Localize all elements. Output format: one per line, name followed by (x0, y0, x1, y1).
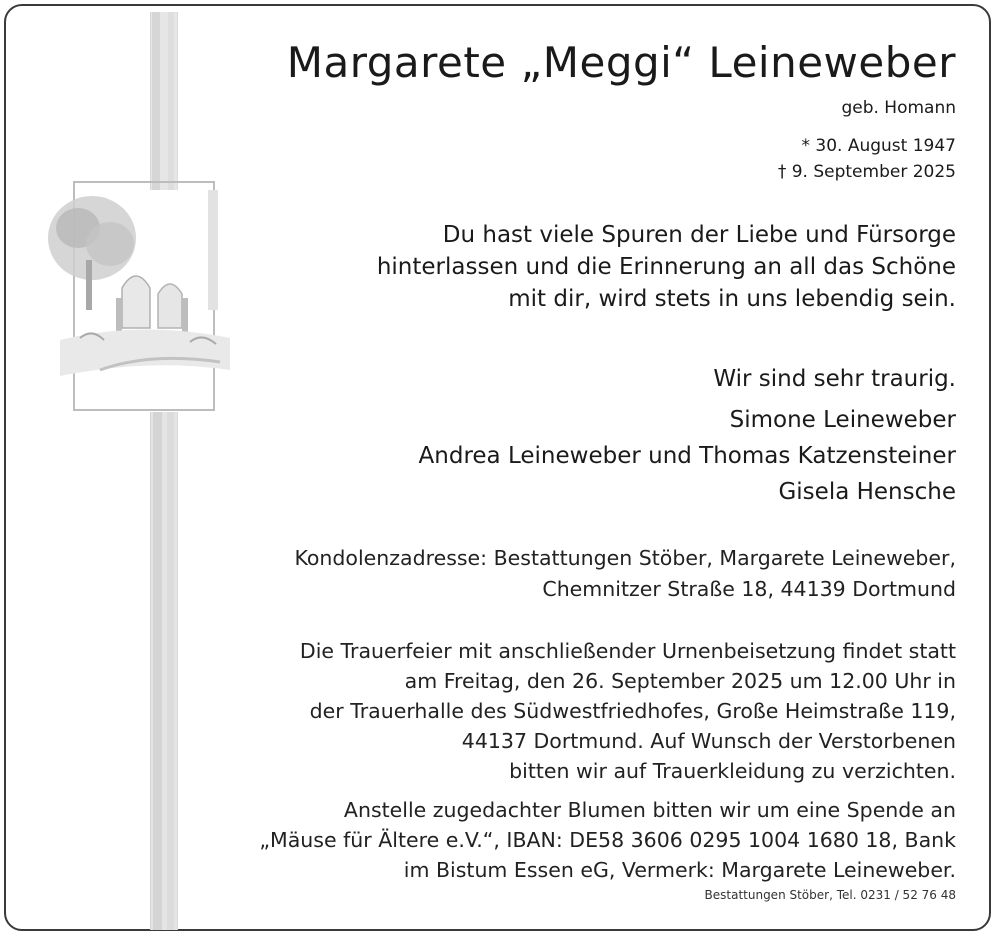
decorative-pillar-bottom (150, 412, 178, 930)
decorative-pillar-top (150, 12, 178, 190)
donation-line: Anstelle zugedachter Blumen bitten wir um eine Spende an (343, 798, 956, 822)
mourning-line: Wir sind sehr traurig. (713, 366, 956, 392)
mourner-name: Simone Leineweber (729, 407, 956, 433)
quote-line: hinterlassen und die Erinnerung an all das Schöne (376, 254, 956, 280)
condolence-line: Chemnitzer Straße 18, 44139 Dortmund (542, 577, 956, 601)
quote-line: Du hast viele Spuren der Liebe und Fürsorge (442, 222, 956, 248)
mourner-name: Gisela Hensche (778, 479, 956, 505)
donation-line: „Mäuse für Ältere e.V.“, IBAN: DE58 3606 0295 1004 1680 18, Bank (259, 828, 956, 852)
deceased-name: Margarete „Meggi“ Leineweber (286, 38, 956, 87)
birth-date: * 30. August 1947 (801, 136, 956, 156)
ceremony-line: am Freitag, den 26. September 2025 um 12.00 Uhr in (404, 669, 956, 693)
donation-line: im Bistum Essen eG, Vermerk: Margarete Leineweber. (403, 858, 956, 882)
death-date: † 9. September 2025 (777, 162, 956, 182)
ceremony-line: Die Trauerfeier mit anschließender Urnenbeisetzung findet statt (299, 639, 956, 663)
ceremony-line: bitten wir auf Trauerkleidung zu verzichten. (509, 759, 956, 783)
quote-line: mit dir, wird stets in uns lebendig sein. (508, 286, 956, 312)
condolence-line: Kondolenzadresse: Bestattungen Stöber, Margarete Leineweber, (294, 546, 956, 570)
garden-illustration (40, 170, 250, 430)
ceremony-line: 44137 Dortmund. Auf Wunsch der Verstorbenen (461, 729, 956, 753)
undertaker-contact: Bestattungen Stöber, Tel. 0231 / 52 76 48 (704, 888, 956, 902)
mourner-name: Andrea Leineweber und Thomas Katzensteiner (418, 443, 956, 469)
birth-name: geb. Homann (841, 98, 956, 118)
ceremony-line: der Trauerhalle des Südwestfriedhofes, Große Heimstraße 119, (309, 699, 956, 723)
